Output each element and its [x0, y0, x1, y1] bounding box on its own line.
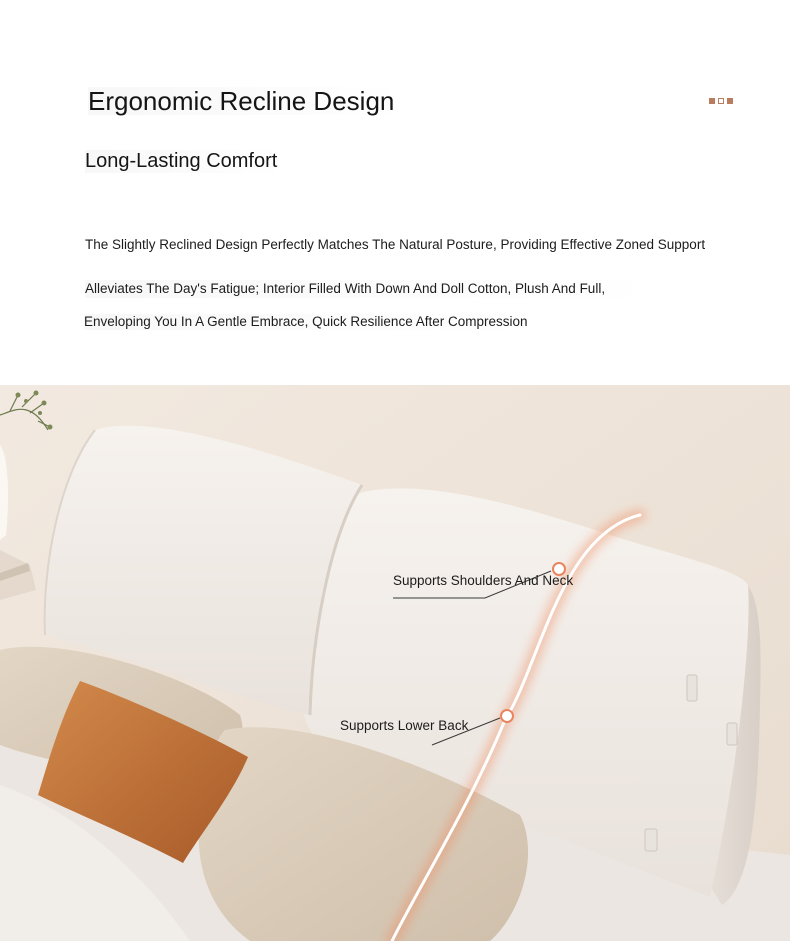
pagination-dots	[709, 98, 733, 104]
product-photo	[0, 385, 790, 941]
description-line-3: Enveloping You In A Gentle Embrace, Quick Resilience After Compression	[84, 314, 534, 330]
page-title: Ergonomic Recline Design	[88, 87, 408, 115]
description-line-2: Alleviates The Day's Fatigue; Interior Filled With Down And Doll Cotton, Plush And Full,	[85, 280, 660, 298]
callout-lower-back-label: Supports Lower Back	[340, 718, 469, 733]
pagination-dot-3	[727, 98, 733, 104]
headboard-illustration	[0, 385, 790, 941]
back-marker	[501, 710, 513, 722]
pagination-dot-1	[709, 98, 715, 104]
page-subtitle: Long-Lasting Comfort	[85, 150, 285, 173]
callout-shoulders-label: Supports Shoulders And Neck	[393, 573, 574, 588]
pagination-dot-2	[718, 98, 724, 104]
description-line-1: The Slightly Reclined Design Perfectly Matches The Natural Posture, Providing Effective Zoned Support	[85, 237, 706, 252]
